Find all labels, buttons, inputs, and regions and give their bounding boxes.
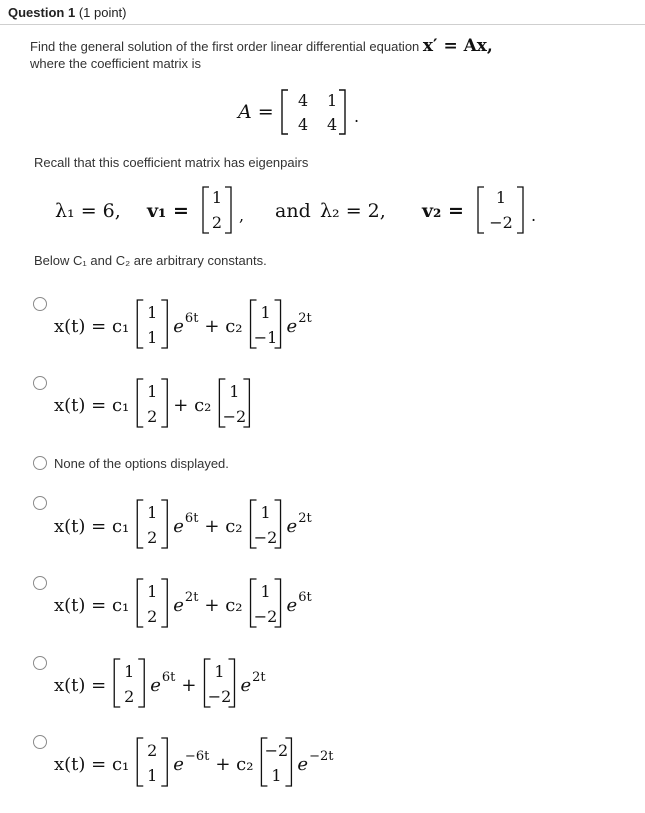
- formula-mid: + c₂: [215, 754, 254, 775]
- exponent-1: 6t: [161, 670, 176, 685]
- vector-1-top: 1: [124, 662, 135, 681]
- exponent-2: 2t: [298, 311, 312, 326]
- vector-2-top: 1: [260, 582, 271, 601]
- formula-lhs: x(t) = c₁: [54, 754, 130, 775]
- prompt-line-1: [30, 38, 493, 55]
- vector-1-bracket-right: [161, 500, 167, 548]
- vector-2-top: 1: [260, 503, 271, 522]
- vector-2-bot: 1: [271, 766, 282, 785]
- question-title: [8, 5, 127, 20]
- vector-1-bracket-right: [161, 738, 167, 786]
- exponent-2: 2t: [298, 511, 312, 526]
- formula-mid: + c₂: [173, 395, 212, 416]
- vector-1-bracket-left: [137, 300, 143, 348]
- vector-1-bot: 1: [147, 766, 158, 785]
- exponent-1: 6t: [184, 311, 199, 326]
- option-2-formula[interactable]: [52, 373, 382, 433]
- exponent-1: 6t: [184, 511, 199, 526]
- option-1-formula[interactable]: [52, 294, 382, 354]
- vector-1-top: 1: [147, 303, 158, 322]
- formula-lhs: x(t) = c₁: [54, 516, 130, 537]
- question-header: [0, 0, 645, 24]
- exp-base-1: e: [173, 316, 184, 337]
- vector-1-bot: 2: [147, 407, 158, 426]
- exp-base-1: e: [173, 754, 184, 775]
- vector-1-bracket-left: [137, 738, 143, 786]
- exponent-1: −6t: [184, 749, 210, 764]
- exp-base-2: e: [286, 516, 298, 537]
- vector-2-bot: −2: [253, 528, 278, 547]
- formula-mid: + c₂: [204, 595, 243, 616]
- bracket-right: [339, 90, 345, 134]
- exponent-2: 2t: [252, 670, 266, 685]
- vector-1-bracket-left: [137, 579, 143, 627]
- vector-1-top: 1: [147, 582, 158, 601]
- v2-bracket-right: [517, 187, 523, 233]
- v1-top: 1: [211, 188, 223, 207]
- vector-1-bot: 2: [147, 528, 158, 547]
- option-7-radio[interactable]: [33, 735, 47, 749]
- vector-2-top: 1: [229, 382, 240, 401]
- v2-bracket-left: [478, 187, 484, 233]
- exp-base-2: e: [297, 754, 309, 775]
- vector-2-bot: −2: [253, 607, 278, 626]
- formula-mid: + c₂: [204, 316, 243, 337]
- vector-1-bot: 1: [147, 328, 158, 347]
- exp-base-1: e: [173, 516, 184, 537]
- lambda-2: λ₂ = 2,: [320, 200, 386, 222]
- formula-lhs: x(t) = c₁: [54, 595, 130, 616]
- exponent-2: 6t: [298, 590, 312, 605]
- matrix-a-trail: .: [354, 107, 360, 126]
- vector-1-bracket-right: [161, 379, 167, 427]
- vector-2-top: 1: [260, 303, 271, 322]
- option-1-radio[interactable]: [33, 297, 47, 311]
- vector-2-bot: −2: [222, 407, 247, 426]
- vector-1-top: 1: [147, 382, 158, 401]
- formula-lhs: x(t) =: [54, 675, 107, 696]
- option-3-label[interactable]: None of the options displayed.: [54, 456, 229, 471]
- v2-top: 1: [495, 188, 507, 207]
- eigenpairs: [55, 181, 555, 239]
- vector-1-top: 2: [147, 741, 158, 760]
- option-3-radio[interactable]: [33, 456, 47, 470]
- v1-label: v₁ =: [147, 200, 189, 222]
- vector-1-bracket-left: [114, 659, 120, 707]
- header-divider: [0, 24, 645, 25]
- v2-label: v₂ =: [422, 200, 464, 222]
- below-text: Below C₁ and C₂ are arbitrary constants.: [34, 253, 267, 268]
- vector-2-bot: −1: [253, 328, 278, 347]
- prompt-text: Find the general solution of the first order linear differential equation: [30, 39, 420, 54]
- vector-1-bracket-left: [137, 379, 143, 427]
- exp-base-2: e: [286, 316, 298, 337]
- bracket-left: [282, 90, 288, 134]
- exp-base-1: e: [150, 675, 161, 696]
- prompt-equation: x′ = Ax,: [422, 36, 493, 56]
- vector-2-bot: −2: [207, 687, 232, 706]
- exp-base-2: e: [286, 595, 298, 616]
- v1-bot: 2: [211, 213, 223, 232]
- option-4-radio[interactable]: [33, 496, 47, 510]
- v1-bracket-left: [203, 187, 209, 233]
- option-4-formula[interactable]: [52, 494, 382, 554]
- exp-base-2: e: [240, 675, 252, 696]
- recall-text: Recall that this coefficient matrix has eigenpairs: [34, 155, 309, 170]
- vector-1-bracket-right: [138, 659, 144, 707]
- and-word: and: [275, 200, 311, 222]
- matrix-a-label: A =: [238, 101, 274, 123]
- vector-2-top: −2: [264, 741, 289, 760]
- vector-1-top: 1: [147, 503, 158, 522]
- svg-text:,: ,: [239, 206, 245, 225]
- formula-mid: + c₂: [204, 516, 243, 537]
- option-5-radio[interactable]: [33, 576, 47, 590]
- a12: 1: [327, 91, 338, 110]
- vector-1-bracket-right: [161, 579, 167, 627]
- formula-lhs: x(t) = c₁: [54, 395, 130, 416]
- svg-text:.: .: [531, 206, 537, 225]
- matrix-a: [226, 84, 376, 140]
- question-points: (1 point): [78, 5, 127, 20]
- option-6-formula[interactable]: [52, 653, 382, 713]
- exp-base-1: e: [173, 595, 184, 616]
- option-6-radio[interactable]: [33, 656, 47, 670]
- exponent-1: 2t: [184, 590, 199, 605]
- vector-1-bot: 2: [124, 687, 135, 706]
- a22: 4: [327, 115, 338, 134]
- prompt-line-2: where the coefficient matrix is: [30, 56, 201, 71]
- vector-1-bracket-right: [161, 300, 167, 348]
- formula-lhs: x(t) = c₁: [54, 316, 130, 337]
- v2-bot: −2: [489, 213, 513, 232]
- question-number: Question 1: [8, 5, 76, 20]
- formula-mid: +: [181, 675, 197, 696]
- option-7-formula[interactable]: [52, 732, 412, 792]
- exponent-2: −2t: [309, 749, 334, 764]
- lambda-1: λ₁ = 6,: [55, 200, 121, 222]
- v1-bracket-right: [225, 187, 231, 233]
- vector-2-top: 1: [214, 662, 225, 681]
- option-5-formula[interactable]: [52, 573, 382, 633]
- option-2-radio[interactable]: [33, 376, 47, 390]
- a11: 4: [298, 91, 309, 110]
- vector-1-bot: 2: [147, 607, 158, 626]
- a21: 4: [298, 115, 309, 134]
- vector-1-bracket-left: [137, 500, 143, 548]
